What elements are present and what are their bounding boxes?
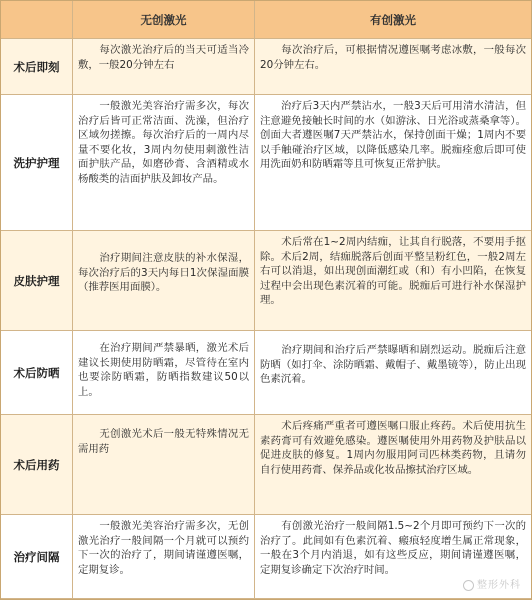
table-row-skin-care (1, 231, 531, 331)
watermark-text: 整形外科 (477, 580, 521, 591)
noninvasive-cell: 在治疗期间严禁暴晒，激光术后建议长期使用防晒霜，尽管待在室内也要涂防晒霜，防晒指数建议50以上。 (73, 331, 255, 415)
noninvasive-cell: 一般激光美容治疗需多次，每次治疗后皆可正常洁面、洗澡，但治疗区域勿搓擦。每次治疗后的一周内尽量不要化妆，3周内勿使用刺激性洁面护肤产品，如磨砂膏、含酒精或水杨酸类的洁面护肤及卸妆产品。 (73, 95, 255, 231)
header-invasive: 有创激光 (255, 1, 531, 39)
row-label: 治疗间隔 (1, 515, 73, 599)
noninvasive-cell: 每次激光治疗后的当天可适当冷敷，一般20分钟左右 (73, 39, 255, 95)
table-header-row (1, 1, 531, 39)
row-label: 洗护护理 (1, 95, 73, 231)
noninvasive-cell: 一般激光美容治疗需多次，无创激光治疗一般间隔一个月就可以预约下一次的治疗了，期间请谨遵医嘱，定期复诊。 (73, 515, 255, 599)
invasive-cell: 有创激光治疗一般间隔1.5~2个月即可预约下一次的治疗了。此间如有色素沉着、瘢痕轻度增生属正常现象，一般在3个月内消退，如有这些反应，期间请谨遵医嘱，定期复诊确定下次治疗时间。 (255, 515, 531, 599)
header-corner (1, 1, 73, 39)
table-row-medication (1, 415, 531, 515)
table-row-sun-protection (1, 331, 531, 415)
row-label: 皮肤护理 (1, 231, 73, 331)
header-noninvasive: 无创激光 (73, 1, 255, 39)
noninvasive-cell: 治疗期间注意皮肤的补水保湿，每次治疗后的3天内每日1次保湿面膜（推荐医用面膜）。 (73, 231, 255, 331)
row-label: 术后用药 (1, 415, 73, 515)
invasive-cell: 术后疼痛严重者可遵医嘱口服止疼药。术后使用抗生素药膏可有效避免感染。遵医嘱使用外用药物及护肤品以促进皮肤的修复。1周内勿服用阿司匹林类药物，且请勿自行使用药膏、保养品或化妆品擦拭治疗区域。 (255, 415, 531, 515)
table-row-post-op (1, 39, 531, 95)
invasive-cell: 术后常在1~2周内结痂，让其自行脱落，不要用手抠除。术后2周，结痂脱落后创面平整呈粉红色，一般2周左右可以消退，如出现创面潮红或（和）有小凹陷，在恢复过程中会出现色素沉着的可能。脱痂后可进行补水保湿护理。 (255, 231, 531, 331)
row-label: 术后即刻 (1, 39, 73, 95)
invasive-cell: 每次治疗后，可根据情况遵医嘱考虑冰敷，一般每次20分钟左右。 (255, 39, 531, 95)
table-row-treatment-interval (1, 515, 531, 599)
invasive-cell: 治疗后3天内严禁沾水，一般3天后可用清水清洁，但注意避免接触长时间的水（如游泳、日光浴或蒸桑拿等）。创面大者遵医嘱7天严禁沾水，保持创面干燥；1周内不要以手触碰治疗区域，以降低感染几率。脱痂痊愈后即可使用洗面奶和防晒霜等且可恢复正常护肤。 (255, 95, 531, 231)
invasive-cell: 治疗期间和治疗后严禁曝晒和剧烈运动。脱痂后注意防晒（如打伞、涂防晒霜、戴帽子、戴墨镜等），防止出现色素沉着。 (255, 331, 531, 415)
noninvasive-cell: 无创激光术后一般无特殊情况无需用药 (73, 415, 255, 515)
watermark (463, 576, 521, 591)
table-row-cleansing-care (1, 95, 531, 231)
row-label: 术后防晒 (1, 331, 73, 415)
watermark-logo-icon (463, 580, 474, 591)
